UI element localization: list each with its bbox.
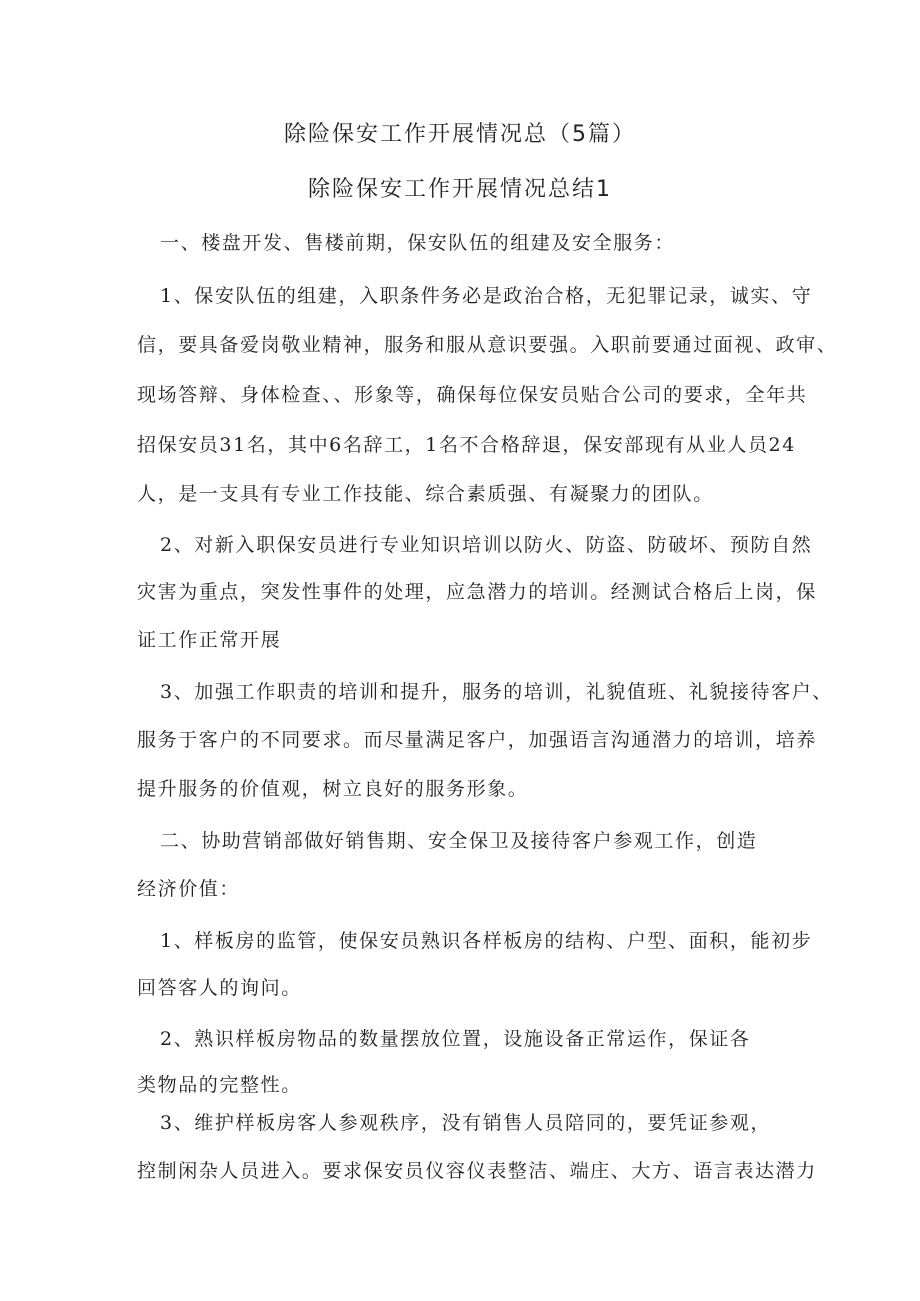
paragraph-line: 灾害为重点，突发性事件的处理，应急潜力的培训。经测试合格后上岗，保 — [137, 581, 817, 603]
paragraph-line: 1、样板房的监管，使保安员熟识各样板房的结构、户型、面积，能初步 — [160, 930, 813, 952]
paragraph-line: 3、维护样板房客人参观秩序，没有销售人员陪同的，要凭证参观， — [160, 1112, 772, 1134]
section-heading-1: 一、楼盘开发、售楼前期，保安队伍的组建及安全服务： — [160, 232, 676, 254]
section-heading-2: 二、协助营销部做好销售期、安全保卫及接待客户参观工作，创造 — [160, 830, 758, 852]
paragraph-line: 提升服务的价值观，树立良好的服务形象。 — [137, 778, 529, 800]
paragraph-line: 服务于客户的不同要求。而尽量满足客户，加强语言沟通潜力的培训，培养 — [137, 729, 817, 751]
paragraph-line: 回答客人的询问。 — [137, 977, 302, 999]
paragraph-line: 现场答辩、身体检查、、形象等，确保每位保安员贴合公司的要求，全年共 — [137, 384, 808, 406]
paragraph-line: 招保安员31名，其中6名辞工，1名不合格辞退，保安部现有从业人员24 — [137, 434, 796, 456]
paragraph-line: 经济价值： — [137, 878, 241, 900]
paragraph-line: 2、对新入职保安员进行专业知识培训以防火、防盗、防破坏、预防自然 — [160, 534, 813, 556]
document-subtitle: 除险保安工作开展情况总结1 — [308, 177, 612, 202]
paragraph-line: 3、加强工作职责的培训和提升，服务的培训，礼貌值班、礼貌接待客户、 — [160, 681, 833, 703]
paragraph-line: 类物品的完整性。 — [137, 1074, 302, 1096]
paragraph-line: 2、熟识样板房物品的数量摆放位置，设施设备正常运作，保证各 — [160, 1028, 751, 1050]
paragraph-line: 人，是一支具有专业工作技能、综合素质强、有凝聚力的团队。 — [137, 483, 714, 505]
paragraph-line: 1、保安队伍的组建，入职条件务必是政治合格，无犯罪记录，诚实、守 — [160, 285, 813, 307]
paragraph-line: 证工作正常开展 — [137, 629, 282, 651]
paragraph-line: 信，要具备爱岗敬业精神，服务和服从意识要强。入职前要通过面视、政审、 — [137, 334, 838, 356]
paragraph-line: 控制闲杂人员进入。要求保安员仪容仪表整洁、端庄、大方、语言表达潜力 — [137, 1160, 817, 1182]
document-title: 除险保安工作开展情况总（5篇） — [284, 122, 636, 147]
